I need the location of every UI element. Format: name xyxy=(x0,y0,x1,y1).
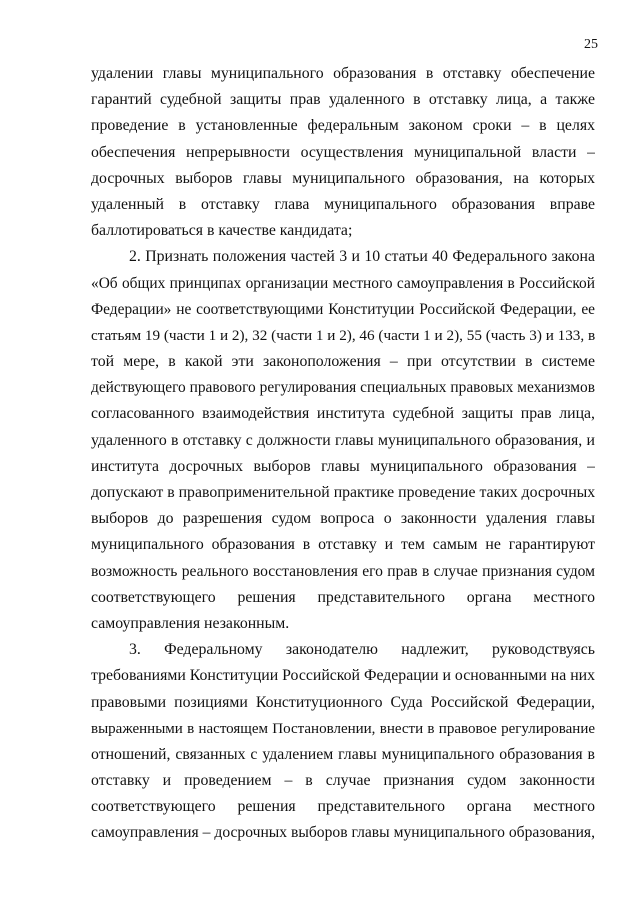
text-line: правовыми позициями Конституционного Суда Российской Федерации, xyxy=(91,693,595,711)
text-line: требованиями Конституции Российской Федерации и основанными на них xyxy=(91,667,595,685)
text-line: самоуправления – досрочных выборов главы муниципального образования, xyxy=(91,824,595,842)
text-line: допускают в правоприменительной практике проведение таких досрочных xyxy=(91,484,595,501)
text-line: баллотироваться в качестве кандидата; xyxy=(91,222,353,240)
text-line: института досрочных выборов главы муниципального образования – xyxy=(91,457,595,475)
text-line: муниципального образования в отставку и тем самым не гарантируют xyxy=(91,536,595,554)
text-line: удалении главы муниципального образования в отставку обеспечение xyxy=(91,65,595,82)
text-line: возможность реального восстановления его прав в случае признания судом xyxy=(91,562,595,580)
text-line: соответствующего решения представительного органа местного xyxy=(91,588,595,606)
text-line: отношений, связанных с удалением главы муниципального образования в xyxy=(91,745,595,763)
text-line: удаленного в отставку с должности главы муниципального образования, и xyxy=(91,431,595,449)
text-line: статьям 19 (части 1 и 2), 32 (части 1 и 2), 46 (части 1 и 2), 55 (часть 3) и 133, в xyxy=(91,326,595,344)
text-line: гарантий судебной защиты прав удаленного в отставку лица, а также xyxy=(91,91,595,109)
text-line: той мере, в какой эти законоположения – при отсутствии в системе xyxy=(91,353,595,371)
text-line: действующего правового регулирования специальных правовых механизмов xyxy=(91,379,595,397)
text-line: 2. Признать положения частей 3 и 10 статьи 40 Федерального закона xyxy=(129,248,595,266)
text-line: удаленный в отставку глава муниципального образования вправе xyxy=(91,195,595,213)
text-line: соответствующего решения представительного органа местного xyxy=(91,798,595,816)
text-line: выраженными в настоящем Постановлении, внести в правовое регулирование xyxy=(91,720,595,737)
text-line: досрочных выборов главы муниципального образования, на которых xyxy=(91,169,595,187)
document-body xyxy=(91,61,595,847)
page-number: 25 xyxy=(584,37,598,52)
text-line: обеспечения непрерывности осуществления муниципальной власти – xyxy=(91,143,595,161)
text-line: проведение в установленные федеральным законом сроки – в целях xyxy=(91,117,595,135)
text-line: 3. Федеральному законодателю надлежит, руководствуясь xyxy=(129,641,595,659)
text-line: Федерации» не соответствующими Конституции Российской Федерации, ее xyxy=(91,300,595,318)
text-line: «Об общих принципах организации местного самоуправления в Российской xyxy=(91,274,595,292)
text-line: согласованного взаимодействия института судебной защиты прав лица, xyxy=(91,405,595,423)
text-line: выборов до разрешения судом вопроса о законности удаления главы xyxy=(91,510,595,528)
text-line: самоуправления незаконным. xyxy=(91,614,290,632)
text-line: отставку и проведением – в случае признания судом законности xyxy=(91,772,595,790)
